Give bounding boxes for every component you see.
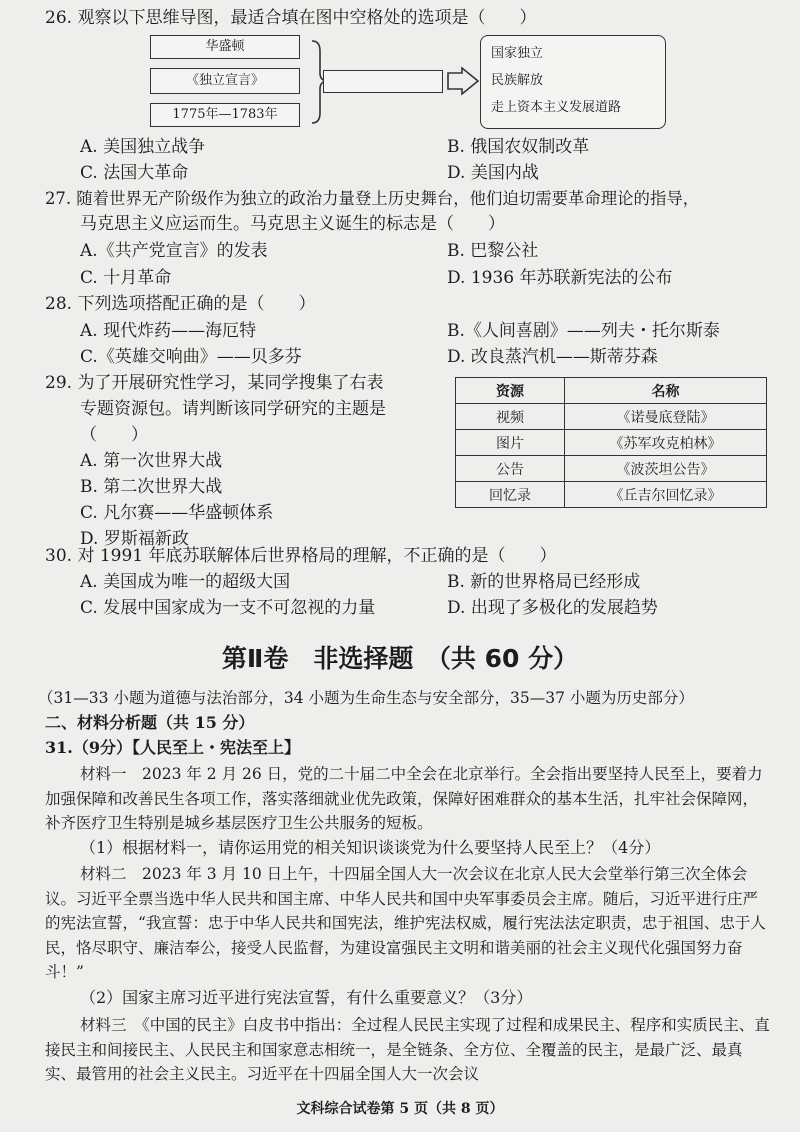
result-line-2: 民族解放 (491, 73, 544, 88)
table-cell: 视频 (456, 404, 565, 430)
part2-note: （31—33 小题为道德与法治部分，34 小题为生命生态与安全部分，35—37 小题为历史部分） (38, 689, 694, 707)
map-result-box (480, 35, 666, 129)
map-box-declaration: 《独立宣言》 (150, 68, 300, 94)
q30-option-c: C. 发展中国家成为一支不可忽视的力量 (80, 598, 376, 618)
q27-option-c: C. 十月革命 (80, 268, 172, 288)
q29-option-c: C. 凡尔赛——华盛顿体系 (80, 503, 274, 523)
section-heading: 二、材料分析题（共 15 分） (45, 713, 255, 732)
result-line-3: 走上资本主义发展道路 (491, 100, 622, 115)
q28-option-c: C.《英雄交响曲》——贝多芬 (80, 347, 302, 367)
table-cell: 《波茨坦公告》 (565, 456, 767, 482)
q26-option-d: D. 美国内战 (447, 163, 539, 183)
table-row (456, 404, 767, 430)
table-cell: 《苏军攻克柏林》 (565, 430, 767, 456)
q29-stem-2: 专题资源包。请判断该同学研究的主题是 (80, 399, 386, 419)
table-row (456, 482, 767, 508)
q27-option-a: A.《共产党宣言》的发表 (80, 241, 268, 261)
table-cell: 《丘吉尔回忆录》 (565, 482, 767, 508)
q29-stem-1: 29. 为了开展研究性学习，某同学搜集了右表 (45, 373, 384, 393)
q28-option-b: B.《人间喜剧》——列夫・托尔斯泰 (447, 321, 720, 341)
q26-option-c: C. 法国大革命 (80, 163, 189, 183)
table-cell: 《诺曼底登陆》 (565, 404, 767, 430)
question-2: （2）国家主席习近平进行宪法宣誓，有什么重要意义？（3分） (80, 988, 533, 1007)
q27-stem-2: 马克思主义应运而生。马克思主义诞生的标志是（ ） (80, 214, 505, 234)
map-box-washington: 华盛顿 (150, 35, 300, 59)
map-box-years: 1775年—1783年 (150, 103, 300, 127)
q29-stem-3: （ ） (80, 425, 148, 445)
table-header-row (456, 378, 767, 404)
question-1: （1）根据材料一，请你运用党的相关知识谈谈党为什么要坚持人民至上？（4分） (80, 838, 661, 857)
page-footer: 文科综合试卷第 5 页（共 8 页） (296, 1101, 504, 1117)
resource-table (455, 377, 767, 508)
material-one: 材料一 2023 年 2 月 26 日，党的二十届二中全会在北京举行。全会指出要坚持人民至上，要着力加强保障和改善民生各项工作，落实落细就业优先政策，保障好困难群众的基本生活，扎牢社会保障网，补齐医疗卫生特别是城乡基层医疗卫生公共服务的短板。 (45, 765, 763, 832)
table-header-resource: 资源 (456, 378, 565, 404)
q28-option-a: A. 现代炸药——海厄特 (80, 321, 257, 341)
q27-option-b: B. 巴黎公社 (447, 241, 539, 261)
q29-option-b: B. 第二次世界大战 (80, 477, 223, 497)
q30-stem: 30. 对 1991 年底苏联解体后世界格局的理解，不正确的是（ ） (45, 546, 557, 566)
q26-stem: 26. 观察以下思维导图，最适合填在图中空格处的选项是（ ） (45, 8, 537, 28)
q27-stem-1: 27. 随着世界无产阶级作为独立的政治力量登上历史舞台，他们迫切需要革命理论的指导， (45, 189, 700, 208)
table-cell: 回忆录 (456, 482, 565, 508)
material-three: 材料三 《中国的民主》白皮书中指出：全过程人民民主实现了过程和成果民主、程序和实质民主、直接民主和间接民主、人民民主和国家意志相统一，是全链条、全方位、全覆盖的民主，是最广泛、最真实、最管用的社会主义民主。习近平在十四届全国人大一次会议 (45, 1016, 770, 1083)
q26-option-a: A. 美国独立战争 (80, 137, 206, 157)
table-cell: 图片 (456, 430, 565, 456)
q30-option-a: A. 美国成为唯一的超级大国 (80, 572, 291, 592)
table-row (456, 456, 767, 482)
q31-heading: 31.（9分）【人民至上・宪法至上】 (45, 738, 300, 757)
table-header-name: 名称 (565, 378, 767, 404)
result-line-1: 国家独立 (491, 46, 544, 61)
q30-option-b: B. 新的世界格局已经形成 (447, 572, 641, 592)
map-blank-box (323, 70, 443, 93)
q28-stem: 28. 下列选项搭配正确的是（ ） (45, 294, 316, 314)
material-two: 材料二 2023 年 3 月 10 日上午，十四届全国人大一次会议在北京人民大会堂举行第三次全体会议。习近平全票当选中华人民共和国主席、中华人民共和国中央军事委员会主席。随后，习近平进行庄严的宪法宣誓，“我宣誓：忠于中华人民共和国宪法，维护宪法权威，履行宪法法定职责，忠于祖国、忠于人民，恪尽职守、廉洁奉公，接受人民监督，为建设富强民主文明和谐美丽的社会主义现代化强国努力奋斗！” (45, 865, 766, 981)
q30-option-d: D. 出现了多极化的发展趋势 (447, 598, 658, 618)
q26-option-b: B. 俄国农奴制改革 (447, 137, 590, 157)
q27-option-d: D. 1936 年苏联新宪法的公布 (447, 268, 673, 288)
table-row (456, 430, 767, 456)
q29-option-a: A. 第一次世界大战 (80, 451, 223, 471)
table-cell: 公告 (456, 456, 565, 482)
q28-option-d: D. 改良蒸汽机——斯蒂芬森 (447, 347, 658, 367)
q29-option-d: D. 罗斯福新政 (80, 529, 189, 549)
part2-title: 第Ⅱ卷 非选择题 （共 60 分） (221, 644, 579, 673)
